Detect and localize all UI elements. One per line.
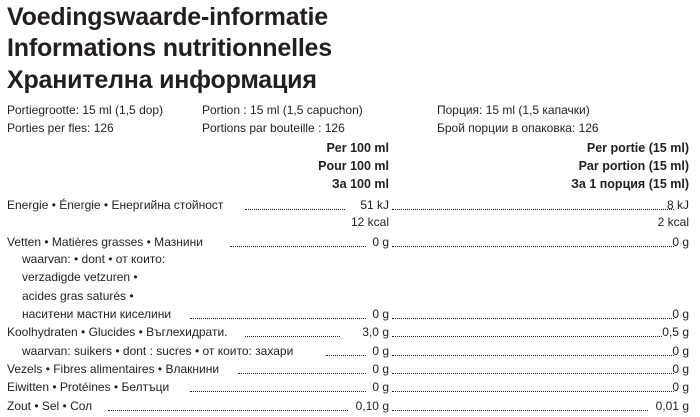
value-per-portion: 0 g bbox=[672, 344, 689, 358]
row-label: Energie • Énergie • Енергийна стойност bbox=[7, 198, 224, 212]
title-dutch: Voedingswaarde-informatie bbox=[7, 3, 328, 31]
dot-leader bbox=[230, 246, 366, 247]
dot-leader bbox=[392, 355, 674, 356]
dot-leader bbox=[238, 373, 366, 374]
dot-leader bbox=[245, 209, 345, 210]
row-label: waarvan: • dont • от които: bbox=[22, 252, 166, 266]
value-per-100: 51 kJ bbox=[360, 198, 389, 212]
dot-leader bbox=[245, 336, 340, 337]
value-per-portion: 0 g bbox=[672, 235, 689, 249]
dot-leader bbox=[392, 246, 674, 247]
servings-count-bg: Брой порции в опаковка: 126 bbox=[437, 121, 599, 135]
dot-leader bbox=[392, 318, 674, 319]
value-per-100: 0 g bbox=[372, 362, 389, 376]
servings-count-nl: Porties per fles: 126 bbox=[7, 121, 114, 135]
header-per-portion-nl: Per portie (15 ml) bbox=[586, 141, 689, 155]
dot-leader bbox=[392, 410, 648, 411]
row-label: verzadigde vetzuren • bbox=[22, 270, 138, 284]
header-per-100-fr: Pour 100 ml bbox=[318, 159, 389, 173]
dot-leader bbox=[326, 355, 366, 356]
value-per-portion: 0 g bbox=[672, 307, 689, 321]
dot-leader bbox=[392, 373, 674, 374]
value-per-100: 12 kcal bbox=[350, 215, 389, 229]
value-per-portion: 0 g bbox=[672, 380, 689, 394]
title-bulgarian: Хранителна информация bbox=[7, 66, 317, 94]
serving-size-bg: Порция: 15 ml (1,5 капачки) bbox=[437, 103, 590, 117]
row-label: Eiwitten • Protéines • Белтъци bbox=[7, 380, 170, 394]
row-label: Koolhydraten • Glucides • Въглехидрати. bbox=[7, 325, 228, 339]
serving-size-fr: Portion : 15 ml (1,5 capuchon) bbox=[202, 103, 363, 117]
value-per-portion: 8 kJ bbox=[666, 198, 689, 212]
value-per-portion: 2 kcal bbox=[657, 215, 689, 229]
dot-leader bbox=[190, 318, 366, 319]
header-per-100-nl: Per 100 ml bbox=[326, 141, 389, 155]
row-label: наситени мастни киселини bbox=[22, 307, 172, 321]
value-per-portion: 0,01 g bbox=[655, 399, 689, 413]
value-per-portion: 0 g bbox=[672, 362, 689, 376]
row-label: Vezels • Fibres alimentaires • Влакнини bbox=[7, 362, 220, 376]
dot-leader bbox=[392, 391, 674, 392]
header-per-100-bg: За 100 ml bbox=[331, 177, 389, 191]
dot-leader bbox=[392, 209, 674, 210]
value-per-100: 0,10 g bbox=[355, 399, 389, 413]
row-label: waarvan: suikers • dont : sucres • от които: захари bbox=[22, 344, 294, 358]
serving-size-nl: Portiegrootte: 15 ml (1,5 dop) bbox=[7, 103, 164, 117]
row-label: Zout • Sel • Сол bbox=[7, 399, 93, 413]
header-per-portion-bg: За 1 порция (15 ml) bbox=[571, 177, 689, 191]
value-per-100: 0 g bbox=[372, 235, 389, 249]
dot-leader bbox=[190, 391, 366, 392]
value-per-100: 0 g bbox=[372, 380, 389, 394]
servings-count-fr: Portions par bouteille : 126 bbox=[202, 121, 345, 135]
row-label: acides gras saturés • bbox=[22, 289, 134, 303]
header-per-portion-fr: Par portion (15 ml) bbox=[578, 159, 689, 173]
value-per-portion: 0,5 g bbox=[662, 325, 689, 339]
value-per-100: 0 g bbox=[372, 307, 389, 321]
value-per-100: 0 g bbox=[372, 344, 389, 358]
dot-leader bbox=[108, 410, 348, 411]
dot-leader bbox=[392, 336, 662, 337]
title-french: Informations nutritionnelles bbox=[7, 34, 332, 62]
value-per-100: 3,0 g bbox=[362, 325, 389, 339]
row-label: Vetten • Matières grasses • Мазнини bbox=[7, 235, 203, 249]
